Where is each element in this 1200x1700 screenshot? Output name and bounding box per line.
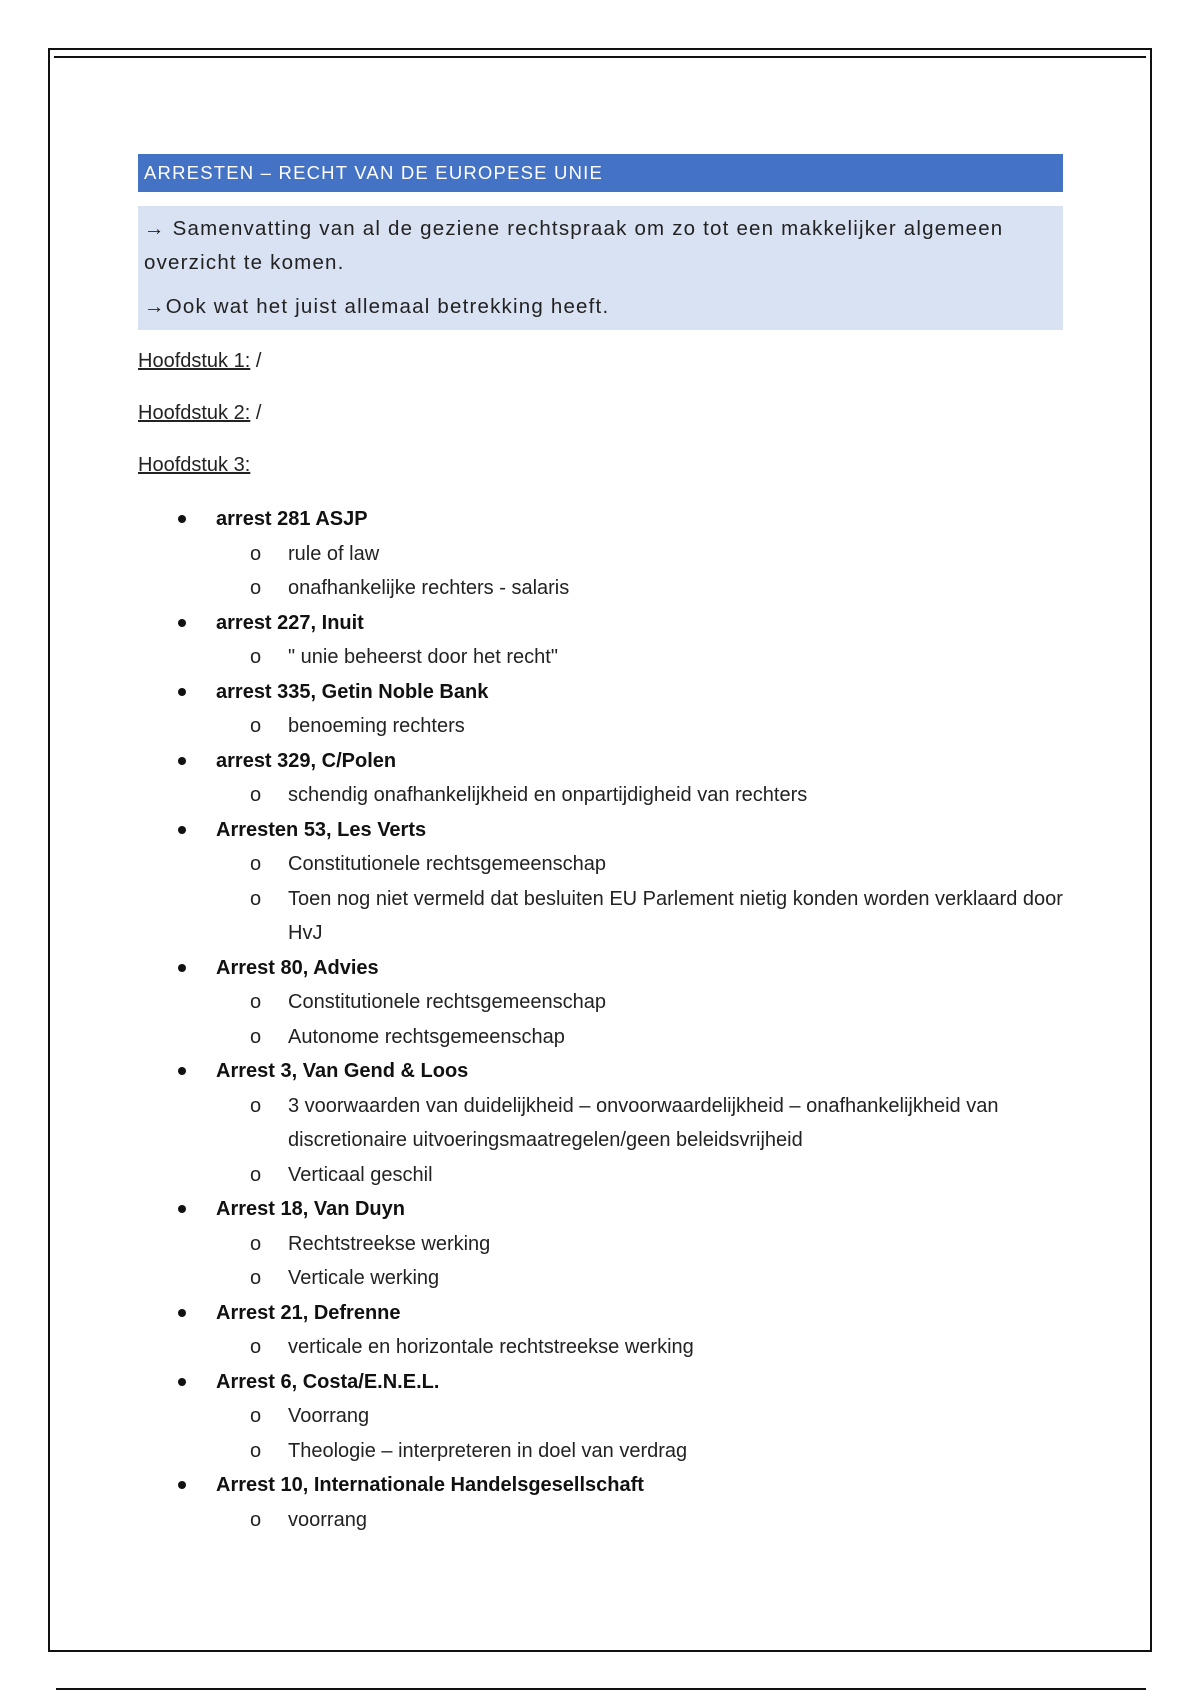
case-item xyxy=(138,1365,1063,1469)
case-title: Arrest 18, Van Duyn xyxy=(216,1198,405,1220)
bullet-icon xyxy=(178,1378,186,1386)
sub-bullet-icon: o xyxy=(250,1232,262,1255)
case-title: arrest 281 ASJP xyxy=(216,508,368,530)
chapter-value: / xyxy=(250,350,262,372)
case-point xyxy=(216,640,1063,675)
case-item xyxy=(138,502,1063,606)
chapter-label: Hoofdstuk 1: xyxy=(138,350,251,372)
case-points xyxy=(216,1089,1063,1193)
case-point-text: Constitutionele rechtsgemeenschap xyxy=(288,853,606,875)
bullet-icon xyxy=(178,515,186,523)
chapter-heading xyxy=(138,398,1063,428)
sub-bullet-icon: o xyxy=(250,853,262,875)
sub-bullet-icon: o xyxy=(250,991,262,1013)
bullet-icon xyxy=(178,826,186,834)
case-point xyxy=(216,882,1063,951)
case-point xyxy=(216,571,1063,606)
case-points xyxy=(216,985,1063,1054)
sub-bullet-icon: o xyxy=(250,646,262,668)
sub-bullet-icon: o xyxy=(250,1163,262,1186)
case-point xyxy=(216,985,1063,1020)
sub-bullet-icon: o xyxy=(250,887,262,910)
case-points xyxy=(216,1227,1063,1296)
bullet-icon xyxy=(178,619,186,627)
case-item xyxy=(138,606,1063,675)
case-point-text: onafhankelijke rechters - salaris xyxy=(288,577,570,599)
intro-line: → Samenvatting van al de geziene rechtspraak om zo tot een makkelijker algemeen overzicht te komen. xyxy=(144,217,1004,274)
case-title: arrest 329, C/Polen xyxy=(216,749,397,772)
sub-bullet-icon: o xyxy=(250,715,262,737)
bullet-icon xyxy=(178,757,186,765)
case-point xyxy=(216,1227,1063,1262)
bullet-icon xyxy=(178,1481,186,1489)
case-title: arrest 227, Inuit xyxy=(216,611,364,634)
case-title: Arrest 10, Internationale Handelsgesellschaft xyxy=(216,1474,644,1496)
case-point-text: benoeming rechters xyxy=(288,715,465,737)
case-points xyxy=(216,1399,1063,1468)
case-point xyxy=(216,1020,1063,1055)
case-item xyxy=(138,1296,1063,1365)
case-point-text: 3 voorwaarden van duidelijkheid – onvoorwaardelijkheid – onafhankelijkheid van discretionaire uitvoeringsmaatregelen/geen beleidsvrijheid xyxy=(288,1094,999,1151)
case-point xyxy=(216,1261,1063,1296)
case-item xyxy=(138,1054,1063,1192)
bullet-icon xyxy=(178,1205,186,1213)
sub-bullet-icon: o xyxy=(250,1508,262,1531)
case-points xyxy=(216,1330,1063,1365)
case-point-text: Theologie – interpreteren in doel van verdrag xyxy=(288,1439,688,1462)
case-points xyxy=(216,537,1063,606)
case-point-text: verticale en horizontale rechtstreekse werking xyxy=(288,1336,694,1358)
bullet-icon xyxy=(178,688,186,696)
case-title: Arrest 6, Costa/E.N.E.L. xyxy=(216,1370,440,1393)
case-points xyxy=(216,640,1063,675)
case-item xyxy=(138,744,1063,813)
chapter-label: Hoofdstuk 3: xyxy=(138,454,251,476)
case-point-text: Verticaal geschil xyxy=(288,1163,433,1186)
case-title: arrest 335, Getin Noble Bank xyxy=(216,680,489,703)
chapter-heading xyxy=(138,346,1063,376)
case-point xyxy=(216,1503,1063,1538)
case-title: Arrest 3, Van Gend & Loos xyxy=(216,1060,469,1082)
case-point-text: voorrang xyxy=(288,1508,367,1531)
case-title: Arrest 80, Advies xyxy=(216,956,379,979)
sub-bullet-icon: o xyxy=(250,1336,262,1358)
sub-bullet-icon: o xyxy=(250,1025,262,1048)
case-point-text: Voorrang xyxy=(288,1405,370,1427)
page-border-inner-line xyxy=(54,56,1146,58)
case-item xyxy=(138,1468,1063,1537)
case-point-text: Verticale werking xyxy=(288,1267,440,1289)
bullet-icon xyxy=(178,964,186,972)
case-title: Arresten 53, Les Verts xyxy=(216,818,427,841)
sub-bullet-icon: o xyxy=(250,1267,262,1289)
case-point xyxy=(216,537,1063,572)
bullet-icon xyxy=(178,1309,186,1317)
case-point xyxy=(216,1330,1063,1365)
case-point xyxy=(216,778,1063,813)
document-body xyxy=(138,154,1063,1537)
case-item xyxy=(138,1192,1063,1296)
chapter-label: Hoofdstuk 2: xyxy=(138,402,251,424)
footer-rule xyxy=(56,1688,1146,1690)
case-point xyxy=(216,1434,1063,1469)
sub-bullet-icon: o xyxy=(250,577,262,599)
case-point-text: " unie beheerst door het recht" xyxy=(288,646,558,668)
chapter-value: / xyxy=(250,402,262,424)
case-points xyxy=(216,1503,1063,1538)
sub-bullet-icon: o xyxy=(250,1439,262,1462)
case-point-text: Autonome rechtsgemeenschap xyxy=(288,1025,565,1048)
case-item xyxy=(138,951,1063,1055)
case-item xyxy=(138,813,1063,951)
case-point xyxy=(216,1158,1063,1193)
sub-bullet-icon: o xyxy=(250,1405,262,1427)
case-list xyxy=(138,502,1063,1537)
document-title: ARRESTEN – RECHT VAN DE EUROPESE UNIE xyxy=(138,154,1063,192)
case-point-text: Toen nog niet vermeld dat besluiten EU Parlement nietig konden worden verklaard door HvJ xyxy=(288,887,1063,944)
case-point-text: Rechtstreekse werking xyxy=(288,1232,491,1255)
chapter-heading xyxy=(138,450,1063,480)
case-points xyxy=(216,709,1063,744)
case-point xyxy=(216,709,1063,744)
intro-line: →Ook wat het juist allemaal betrekking heeft. xyxy=(144,295,610,318)
case-point-text: Constitutionele rechtsgemeenschap xyxy=(288,991,606,1013)
case-point-text: rule of law xyxy=(288,542,380,565)
sub-bullet-icon: o xyxy=(250,542,262,565)
case-points xyxy=(216,778,1063,813)
case-point xyxy=(216,847,1063,882)
case-point xyxy=(216,1089,1063,1158)
case-title: Arrest 21, Defrenne xyxy=(216,1301,401,1324)
bullet-icon xyxy=(178,1067,186,1075)
case-point-text: schendig onafhankelijkheid en onpartijdigheid van rechters xyxy=(288,784,808,806)
case-points xyxy=(216,847,1063,951)
sub-bullet-icon: o xyxy=(250,1094,262,1117)
case-item xyxy=(138,675,1063,744)
case-point xyxy=(216,1399,1063,1434)
sub-bullet-icon: o xyxy=(250,784,262,806)
intro-box xyxy=(138,206,1063,330)
